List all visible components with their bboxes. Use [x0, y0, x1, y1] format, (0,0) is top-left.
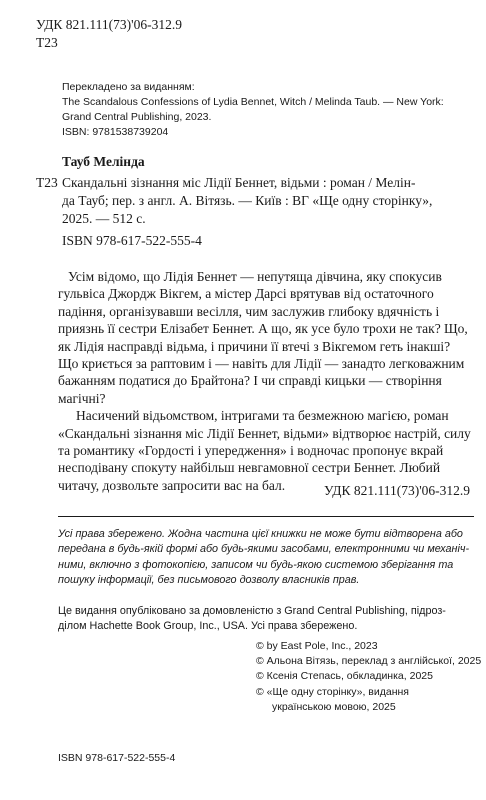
rights-line: передана в будь-якій формі або будь-якими засобами, електронними чи механіч- [58, 543, 470, 556]
catalog-record [36, 174, 466, 228]
copyright-line: © Альона Вітязь, переклад з англійської, 2025 [256, 655, 482, 668]
annotation-line: Усім відомо, що Лідія Беннет — непутяща дівчина, яку спокусив [68, 269, 442, 284]
catalog-line: 2025. — 512 с. [62, 211, 146, 226]
publication-notice [58, 604, 472, 635]
author-heading: Тауб Мелінда [62, 154, 145, 169]
author-mark: Т23 [36, 35, 58, 50]
annotation-line: Насичений відьомством, інтригами та безмежною магією, роман [76, 408, 449, 424]
annotation-line: магічні? [58, 390, 106, 406]
rights-line: Усі права збережено. Жодна частина цієї книжки не може бути відтворена або [58, 528, 463, 540]
original-line: ISBN: 9781538739204 [62, 126, 169, 138]
publication-line: ділом Hachette Book Group, Inc., USA. Усі права збережено. [58, 620, 358, 633]
isbn-bottom: ISBN 978-617-522-555-4 [58, 752, 176, 764]
annotation-line: падіння, організувавши весілля, чим заслужив глибоку вдячність і [58, 303, 440, 319]
original-line: The Scandalous Confessions of Lydia Bennet, Witch / Melinda Taub. — New York: [62, 96, 444, 108]
catalog-code: Т23 [36, 175, 58, 190]
annotation-line: як Лідія насправді відьма, і причини її втечі з Вікгемом геть інакші? [58, 338, 451, 354]
copyright-line: © Ксенія Степась, обкладинка, 2025 [256, 670, 433, 683]
publication-line: Це видання опубліковано за домовленістю з Grand Central Publishing, підроз- [58, 605, 446, 617]
divider [58, 516, 474, 517]
annotation [58, 268, 472, 494]
copyright-line: © «Ще одну сторінку», видання [256, 685, 409, 698]
annotation-line: Що криється за раптовим і — навіть для Лідії — занадто легковажним [58, 356, 465, 372]
copyright-line: українською мовою, 2025 [272, 700, 396, 713]
annotation-line: та романтику «Гордості і упередження» і водночас пропонує вкрай [58, 443, 444, 459]
annotation-line: читачу, дозвольте запросити вас на бал. [58, 477, 286, 493]
rights-notice [58, 527, 472, 589]
annotation-line: приязнь її сестри Елізабет Беннет. А що, як усе було трохи не так? Що, [58, 321, 468, 337]
udk-code: УДК 821.111(73)'06-312.9 [36, 17, 182, 32]
annotation-line: несподівану спокуту найбільш невгамовної сестри Беннет. Любий [58, 460, 441, 476]
catalog-line: Скандальні зізнання міс Лідії Беннет, відьми : роман / Мелін- [62, 175, 416, 190]
copyright-line: © by East Pole, Inc., 2023 [256, 640, 378, 652]
rights-line: пошуку інформації, без письмового дозволу власників прав. [58, 574, 360, 587]
annotation-line: «Скандальні зізнання міс Лідії Беннет, відьми» відтворює настрій, силу [58, 425, 471, 441]
original-line: Grand Central Publishing, 2023. [62, 111, 212, 123]
annotation-line: гульвіса Джордж Вікгем, а містер Дарсі врятував від остаточного [58, 286, 434, 302]
catalog-line: да Тауб; пер. з англ. А. Вітязь. — Київ : ВГ «Ще одну сторінку», [62, 193, 433, 208]
rights-line: ними, включно з фотокопією, записом чи будь-якою системою зберігання та [58, 558, 454, 571]
udk-right: УДК 821.111(73)'06-312.9 [324, 483, 470, 498]
udk-index-block [36, 16, 182, 52]
original-edition-block [62, 80, 462, 140]
isbn-main: ISBN 978-617-522-555-4 [62, 233, 202, 248]
original-line: Перекладено за виданням: [62, 81, 195, 93]
copyright-block [256, 639, 481, 715]
annotation-line: бажанням податися до Брайтона? І чи справді кицьки — створіння [58, 373, 442, 389]
